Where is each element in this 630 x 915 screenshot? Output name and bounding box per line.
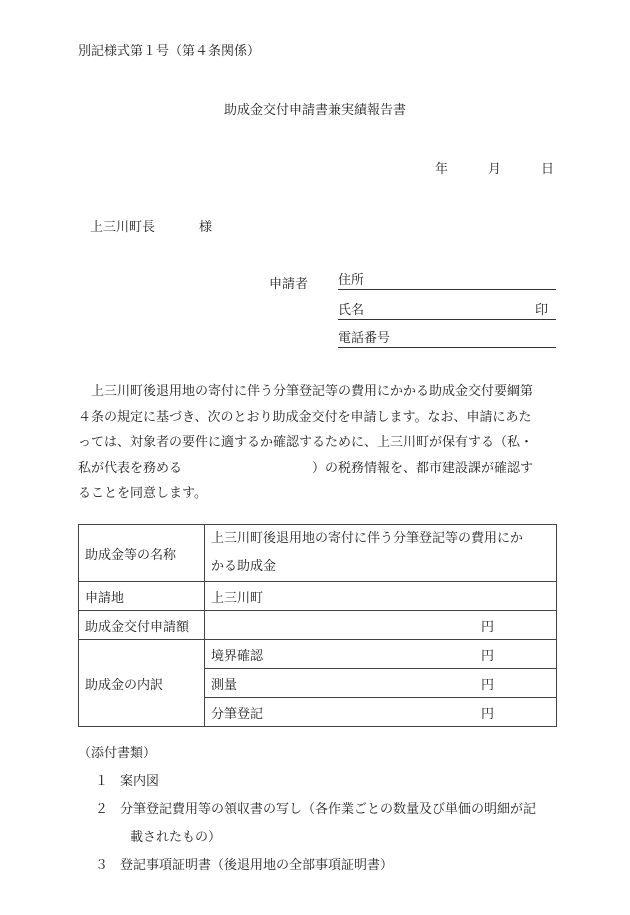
name-field[interactable] [338,301,556,320]
yen-unit: 円 [480,619,494,635]
yen-unit: 円 [480,677,494,693]
grant-details-table [78,524,557,727]
attachment-text: 案内図 [120,774,160,789]
breakdown-item-label: 測量 [211,677,238,693]
phone-field[interactable] [338,329,556,348]
attachment-text: 登記事項証明書（後退用地の全部事項証明書） [120,858,394,873]
breakdown-item-label: 分筆登記 [211,706,264,722]
breakdown-boundary[interactable] [205,640,557,669]
attachment-continuation: 載されたもの） [130,830,222,845]
grant-name-line: 上三川町後退用地の寄付に伴う分筆登記等の費用にか [211,531,524,546]
amount-value[interactable] [205,611,557,640]
date-year: 年 [434,162,448,177]
amount-label: 助成金交付申請額 [79,611,205,640]
addressee [90,216,212,235]
statement-line: ることを同意します。 [78,486,207,502]
attachments-section [78,740,558,880]
attachment-text: 分筆登記費用等の領収書の写し（各作業ごとの数量及び単価の明細が記 [120,802,537,817]
breakdown-label: 助成金の内訳 [79,640,205,727]
grant-name-label: 助成金等の名称 [79,525,205,582]
addressee-honorific: 様 [199,220,213,235]
table-row [79,611,557,640]
yen-unit: 円 [480,706,494,722]
location-label: 申請地 [79,582,205,611]
document-title: 助成金交付申請書兼実績報告書 [223,103,406,118]
attachments-heading: （添付書類） [78,746,157,761]
yen-unit: 円 [480,648,494,664]
address-field[interactable] [338,271,556,290]
name-label: 氏名 [338,303,365,318]
statement-line: 上三川町後退用地の寄付に伴う分筆登記等の費用にかかる助成金交付要綱第 [78,384,534,399]
grant-name-line: かる助成金 [211,559,277,574]
breakdown-survey[interactable] [205,669,557,698]
address-label: 住所 [338,273,365,288]
statement-line: ４条の規定に基づき、次のとおり助成金交付を申請します。なお、申請にあた [78,409,532,425]
date-day: 日 [540,162,554,177]
table-row [79,640,557,669]
application-statement [78,379,556,507]
seal-mark: 印 [534,303,548,318]
statement-line: っては、対象者の要件に適するか確認するために、上三川町が保有する（私・ [78,435,534,451]
table-row [79,582,557,611]
date-line [435,158,554,177]
attachment-number: ３ [94,858,108,873]
attachment-item [78,852,558,880]
statement-line: 私が代表を務める ）の税務情報を、都市建設課が確認す [78,460,534,476]
attachment-item [78,768,558,796]
applicant-label: 申請者 [269,277,309,292]
location-value[interactable]: 上三川町 [205,582,557,611]
table-row [79,525,557,582]
attachment-number: ２ [94,802,108,817]
breakdown-item-label: 境界確認 [211,648,264,664]
attachment-item [78,796,558,824]
addressee-name: 上三川町長 [90,220,156,235]
attachment-number: １ [94,774,108,789]
phone-label: 電話番号 [338,331,391,346]
date-month: 月 [487,162,501,177]
grant-name-value [205,525,557,582]
form-number: 別記様式第１号（第４条関係） [78,44,261,59]
breakdown-subdivision[interactable] [205,698,557,727]
